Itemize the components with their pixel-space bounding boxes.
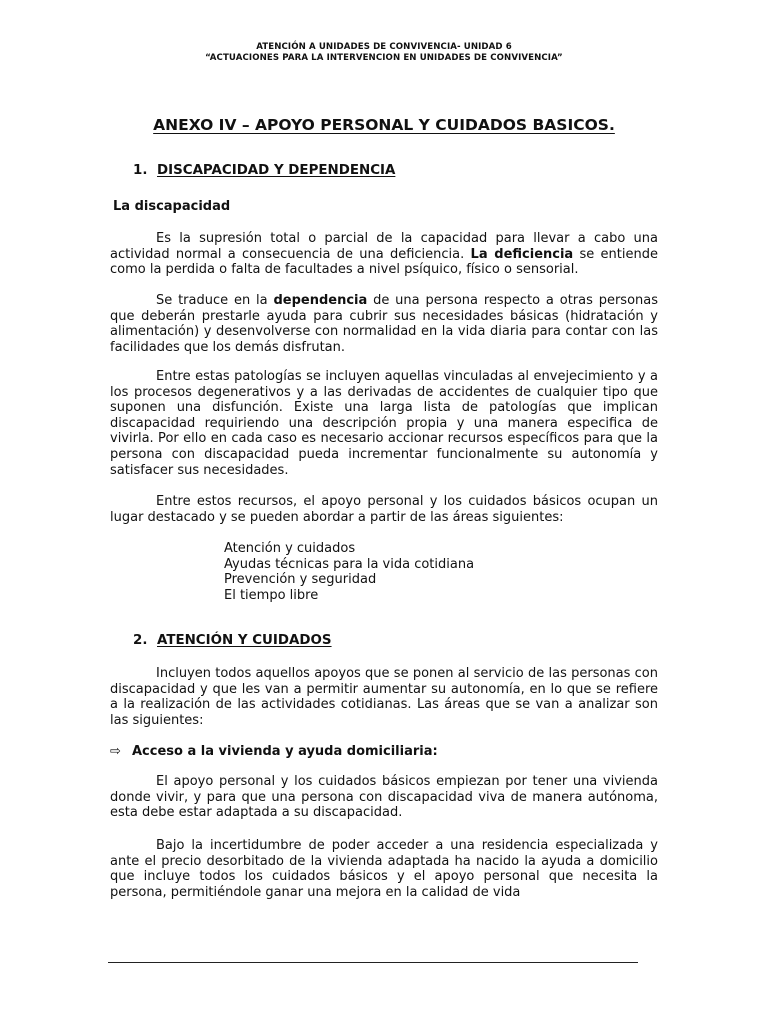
- paragraph-5: Incluyen todos aquellos apoyos que se ponen al servicio de las personas con discapacidad y que les van a permitir aumentar su autonomía, en lo que se refiere a la realización de las actividades cotidianas. Las áreas que se van a analizar son las siguientes:: [110, 666, 658, 728]
- section-1-heading: 1. DISCAPACIDAD Y DEPENDENCIA: [133, 163, 396, 178]
- paragraph-1: Es la supresión total o parcial de la capacidad para llevar a cabo una actividad normal a consecuencia de una deficiencia. La deficiencia se entiende como la perdida o falta de facultades a nivel psíquico, físico o sensorial.: [110, 231, 658, 278]
- subsection-heading-vivienda: ⇨ Acceso a la vivienda y ayuda domiciliaria:: [110, 744, 438, 759]
- header-line-2: “ACTUACIONES PARA LA INTERVENCION EN UNIDADES DE CONVIVENCIA”: [205, 53, 563, 63]
- paragraph-6: El apoyo personal y los cuidados básicos empiezan por tener una vivienda donde vivir, y para que una persona con discapacidad viva de manera autónoma, esta debe estar adaptada a su discapacidad.: [110, 774, 658, 821]
- running-header: [0, 42, 768, 64]
- paragraph-7: Bajo la incertidumbre de poder acceder a una residencia especializada y ante el precio desorbitado de la vivienda adaptada ha nacido la ayuda a domicilio que incluye todos los cuidados básicos y el apoyo personal que necesita la persona, permitiéndole ganar una mejora en la calidad de vida: [110, 838, 658, 900]
- paragraph-2: Se traduce en la dependencia de una persona respecto a otras personas que deberán prestarle ayuda para cubrir sus necesidades básicas (hidratación y alimentación) y desenvolverse con normalidad en la vida diaria para contar con las facilidades que los demás disfrutan.: [110, 293, 659, 355]
- list-item: Ayudas técnicas para la vida cotidiana: [224, 556, 475, 572]
- areas-list: [224, 541, 474, 603]
- list-item: Prevención y seguridad: [224, 572, 377, 588]
- header-line-1: ATENCIÓN A UNIDADES DE CONVIVENCIA- UNIDAD 6: [256, 42, 512, 52]
- footer-divider: [108, 962, 638, 963]
- list-item: El tiempo libre: [224, 587, 319, 603]
- list-item: Atención y cuidados: [224, 541, 356, 556]
- subheading-discapacidad: La discapacidad: [113, 199, 231, 214]
- paragraph-3: Entre estas patologías se incluyen aquellas vinculadas al envejecimiento y a los procesos degenerativos y a las derivadas de accidentes de cualquier tipo que suponen una disfunción. Existe una larga lista de patologías que implican discapacidad requiriendo una descripción propia y una manera especifica de vivirla. Por ello en cada caso es necesario accionar recursos específicos para que la persona con discapacidad pueda incrementar funcionalmente su autonomía y satisfacer sus necesidades.: [110, 369, 658, 478]
- document-title: ANEXO IV – APOYO PERSONAL Y CUIDADOS BASICOS.: [153, 116, 615, 134]
- paragraph-4: Entre estos recursos, el apoyo personal y los cuidados básicos ocupan un lugar destacado y se pueden abordar a partir de las áreas siguientes:: [110, 494, 658, 525]
- section-2-heading: 2. ATENCIÓN Y CUIDADOS: [133, 633, 332, 648]
- arrow-right-icon: ⇨: [110, 744, 121, 759]
